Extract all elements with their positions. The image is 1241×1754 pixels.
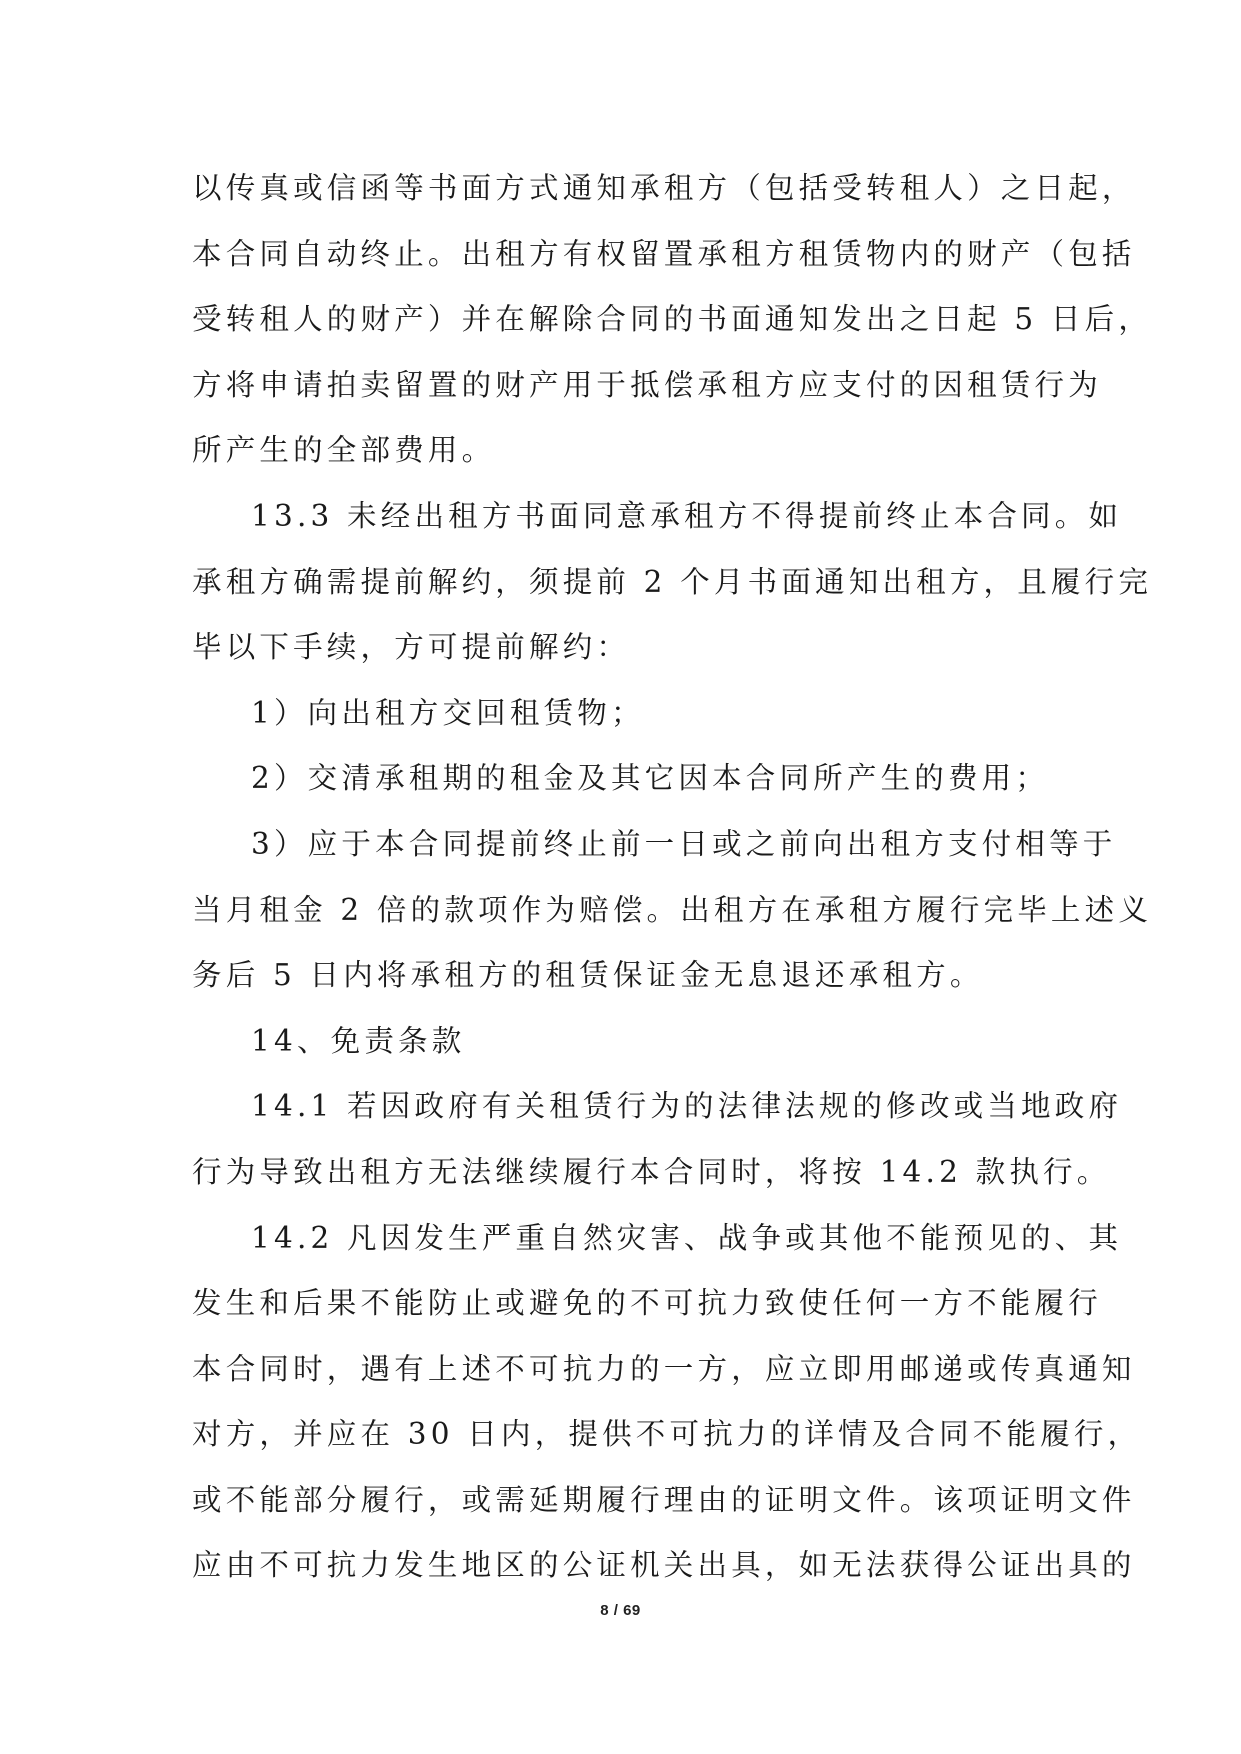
text-line: 行为导致出租方无法继续履行本合同时，将按 14.2 款执行。	[192, 1154, 1111, 1189]
text-line: 14.1 若因政府有关租赁行为的法律法规的修改或当地政府	[251, 1089, 1123, 1124]
text-line: 1）向出租方交回租赁物；	[251, 695, 645, 730]
text-line: 承租方确需提前解约，须提前 2 个月书面通知出租方，且履行完	[192, 564, 1153, 599]
text-line: 受转租人的财产）并在解除合同的书面通知发出之日起 5 日后，	[192, 302, 1153, 337]
text-line: 务后 5 日内将承租方的租赁保证金无息退还承租方。	[192, 958, 984, 993]
text-line: 14、免责条款	[251, 1023, 466, 1058]
text-line: 2）交清承租期的租金及其它因本合同所产生的费用；	[251, 761, 1050, 796]
text-line: 所产生的全部费用。	[192, 433, 496, 468]
text-line: 对方，并应在 30 日内，提供不可抗力的详情及合同不能履行，	[192, 1417, 1142, 1452]
text-line: 3）应于本合同提前终止前一日或之前向出租方支付相等于	[251, 826, 1117, 861]
text-line: 或不能部分履行，或需延期履行理由的证明文件。该项证明文件	[192, 1482, 1136, 1517]
text-line: 毕以下手续，方可提前解约：	[192, 630, 631, 665]
text-line: 应由不可抗力发生地区的公证机关出具，如无法获得公证出具的	[192, 1548, 1136, 1583]
body-text	[192, 156, 1153, 1599]
text-line: 当月租金 2 倍的款项作为赔偿。出租方在承租方履行完毕上述义	[192, 892, 1153, 927]
text-line: 本合同自动终止。出租方有权留置承租方租赁物内的财产（包括	[192, 236, 1136, 271]
text-line: 方将申请拍卖留置的财产用于抵偿承租方应支付的因租赁行为	[192, 367, 1102, 402]
text-line: 13.3 未经出租方书面同意承租方不得提前终止本合同。如	[251, 498, 1123, 533]
text-line: 14.2 凡因发生严重自然灾害、战争或其他不能预见的、其	[251, 1220, 1123, 1255]
text-line: 发生和后果不能防止或避免的不可抗力致使任何一方不能履行	[192, 1286, 1102, 1321]
text-line: 以传真或信函等书面方式通知承租方（包括受转租人）之日起，	[192, 171, 1136, 205]
text-line: 本合同时，遇有上述不可抗力的一方，应立即用邮递或传真通知	[192, 1351, 1136, 1386]
page-number: 8 / 69	[600, 1602, 641, 1619]
